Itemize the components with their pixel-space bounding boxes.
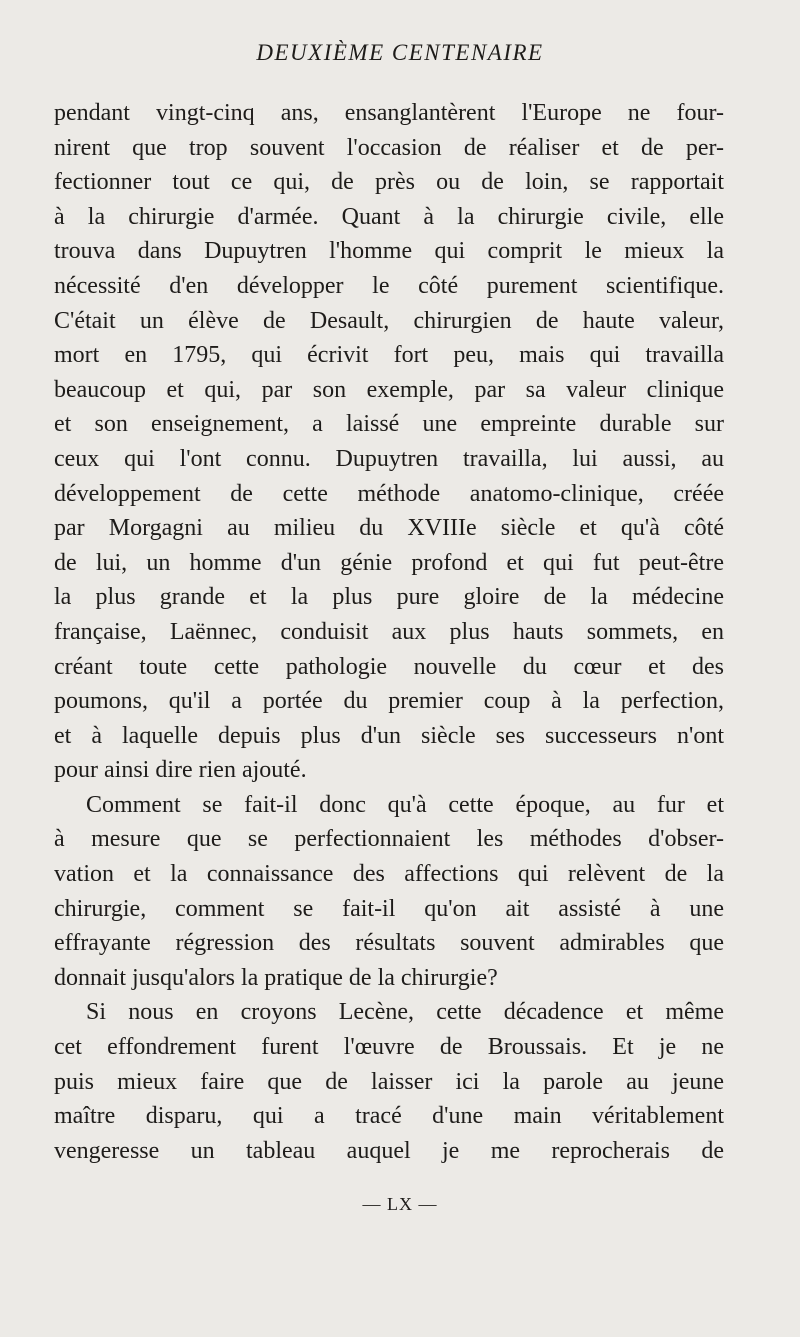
text-line: et son enseignement, a laissé une empreinte durable sur xyxy=(54,411,724,438)
text-line: ceux qui l'ont connu. Dupuytren travailla, lui aussi, au xyxy=(54,445,724,472)
text-line: française, Laënnec, conduisit aux plus hauts sommets, en xyxy=(54,618,724,645)
text-line: cet effondrement furent l'œuvre de Broussais. Et je ne xyxy=(54,1034,724,1061)
text-line: beaucoup et qui, par son exemple, par sa valeur clinique xyxy=(54,376,724,403)
text-line: à la chirurgie d'armée. Quant à la chirurgie civile, elle xyxy=(54,203,724,230)
text-line: vengeresse un tableau auquel je me reprocherais de xyxy=(54,1137,724,1164)
text-line: développement de cette méthode anatomo-clinique, créée xyxy=(54,480,724,507)
text-line: pendant vingt-cinq ans, ensanglantèrent l'Europe ne four- xyxy=(54,100,724,126)
text-line: de lui, un homme d'un génie profond et qui fut peut-être xyxy=(54,549,724,576)
text-line: nécessité d'en développer le côté purement scientifique. xyxy=(54,272,724,299)
text-line: mort en 1795, qui écrivit fort peu, mais qui travailla xyxy=(54,342,724,369)
text-line: effrayante régression des résultats souvent admirables que xyxy=(54,930,724,957)
body-text xyxy=(54,96,724,1168)
text-line: créant toute cette pathologie nouvelle du cœur et des xyxy=(54,653,724,680)
running-title: DEUXIÈME CENTENAIRE xyxy=(256,40,544,65)
text-line: maître disparu, qui a tracé d'une main véritablement xyxy=(54,1103,724,1130)
text-line: la plus grande et la plus pure gloire de la médecine xyxy=(54,584,724,611)
text-line: donnait jusqu'alors la pratique de la chirurgie? xyxy=(54,964,498,991)
text-line: poumons, qu'il a portée du premier coup à la perfection, xyxy=(54,688,724,715)
text-line: Comment se fait-il donc qu'à cette époque, au fur et xyxy=(86,791,724,818)
text-line: nirent que trop souvent l'occasion de réaliser et de per- xyxy=(54,134,724,161)
text-line: et à laquelle depuis plus d'un siècle ses successeurs n'ont xyxy=(54,722,724,749)
page-number: — LX — xyxy=(362,1194,438,1214)
text-line: chirurgie, comment se fait-il qu'on ait assisté à une xyxy=(54,895,724,922)
text-line: Si nous en croyons Lecène, cette décadence et même xyxy=(86,999,724,1026)
text-line: pour ainsi dire rien ajouté. xyxy=(54,757,307,784)
text-line: puis mieux faire que de laisser ici la parole au jeune xyxy=(54,1068,724,1095)
text-line: à mesure que se perfectionnaient les méthodes d'obser- xyxy=(54,826,724,853)
text-line: par Morgagni au milieu du XVIIIe siècle et qu'à côté xyxy=(54,515,724,542)
text-line: trouva dans Dupuytren l'homme qui comprit le mieux la xyxy=(54,238,724,265)
text-line: C'était un élève de Desault, chirurgien de haute valeur, xyxy=(54,307,724,334)
text-line: fectionner tout ce qui, de près ou de loin, se rapportait xyxy=(54,169,724,196)
text-line: vation et la connaissance des affections qui relèvent de la xyxy=(54,861,724,888)
